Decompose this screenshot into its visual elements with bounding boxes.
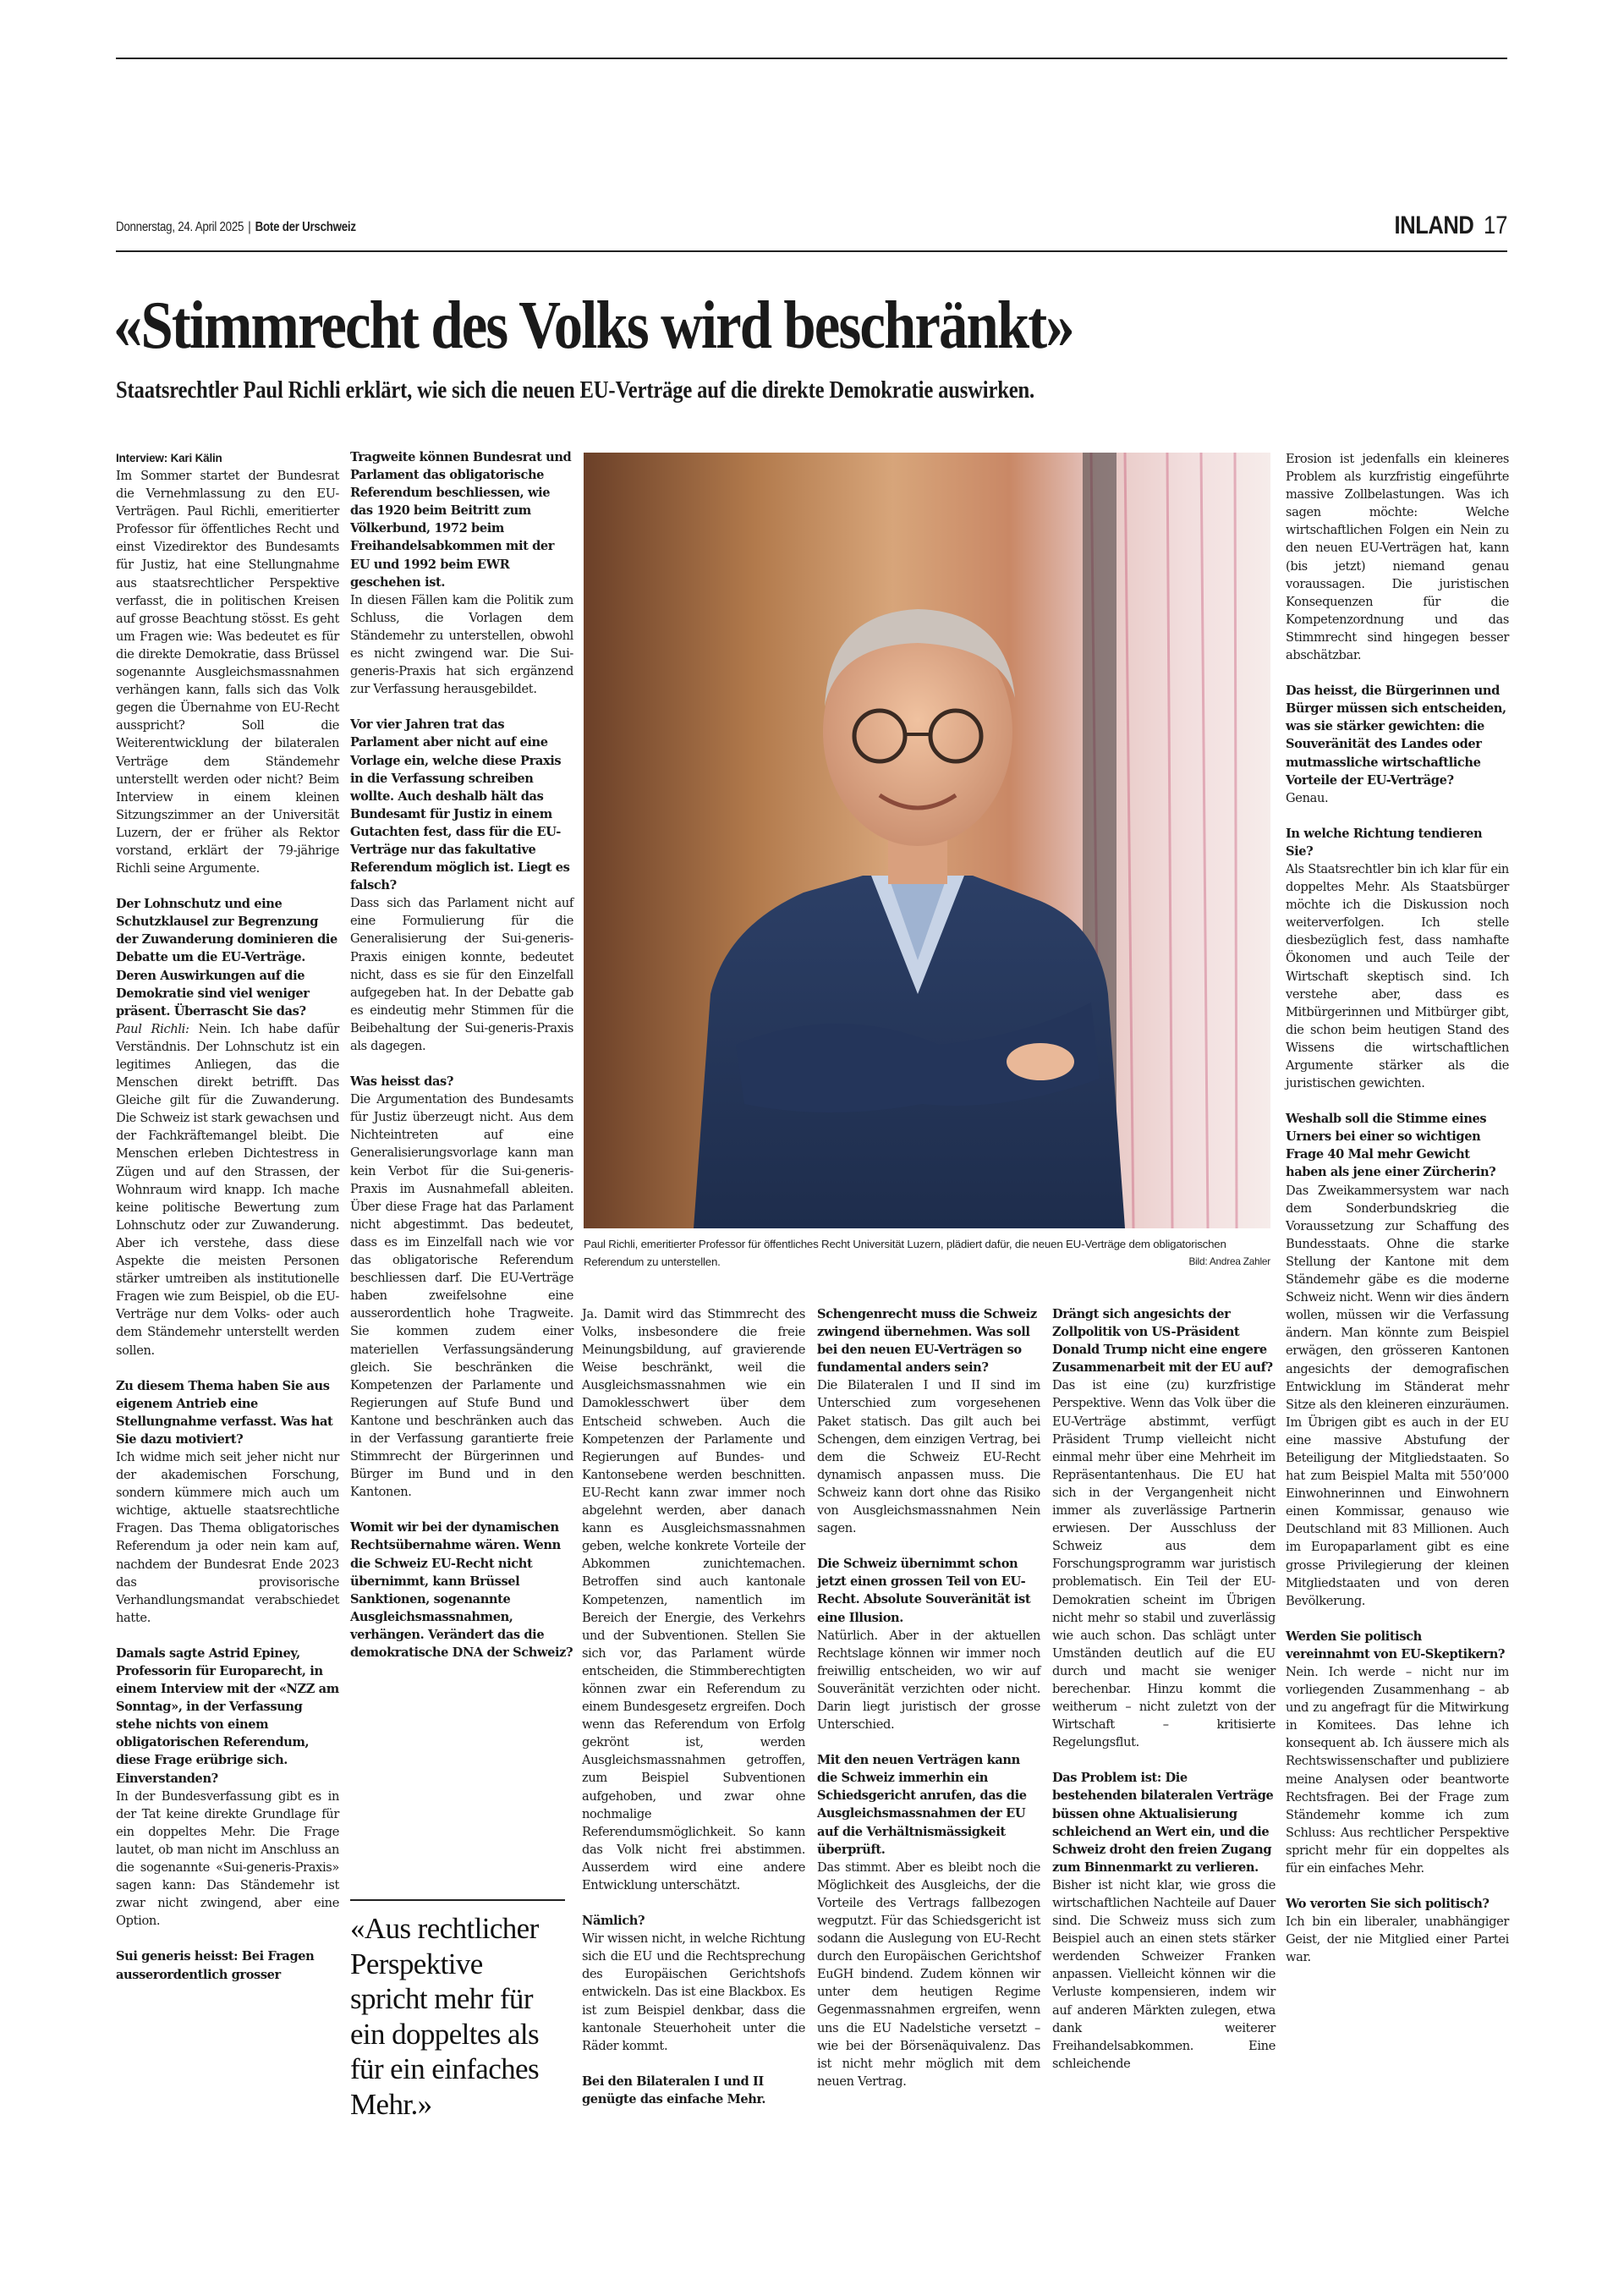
photo-caption — [584, 1235, 1270, 1271]
photo-credit: Bild: Andrea Zahler — [1188, 1255, 1270, 1267]
question: Das Problem ist: Die bestehenden bilateralen Verträge büssen ohne Aktualisierung schleichend an Wert ein, und die Schweiz droht den freien Zugang zum Binnenmarkt zu verlieren. — [1052, 1771, 1274, 1875]
dateline — [116, 220, 356, 235]
dateline-separator: | — [248, 220, 251, 234]
page-number: 17 — [1483, 211, 1507, 239]
intro-text: Im Sommer startet der Bundesrat die Vernehmlassung zu den EU-Verträgen. Paul Richli, emeritierter Professor für öffentliches Recht und einst Vizedirektor des Bundesamts für Justiz, hat eine Stellungnahme aus staatsrechtlicher Perspektive verfasst, die in politischen Kreisen auf grosse Beachtung stösst. Es geht um Fragen wie: Was bedeutet es für die direkte Demokratie, dass Brüssel sogenannte Ausgleichsmassnahmen verhängen kann, falls sich das Volk gegen die Übernahme von EU-Recht ausspricht? Soll die Weiterentwicklung der bilateralen Verträge dem Ständemehr unterstellt werden oder nicht? Beim Interview in einem kleinen Sitzungszimmer an der Universität Luzern, der er früher als Rektor vorstand, erklärt der 79-jährige Richli seine Argumente. — [116, 469, 339, 876]
article-column-5 — [1052, 1305, 1276, 2073]
question: Werden Sie politisch vereinnahmt von EU-Skeptikern? — [1286, 1629, 1506, 1662]
answer: Genau. — [1286, 790, 1329, 805]
answer: Das Zweikammersystem war nach dem Sonderbundskrieg die Voraussetzung zur Schaffung des Bundesstaats. Ohne die starke Stellung der Kantone mit dem Ständemehr gäbe es die moderne Schweiz nicht. Wenn wir dies ändern wollen, müssen wir die Verfassung ändern. Man könnte zum Beispiel erwägen, den grösseren Kantonen angesichts der demografischen Entwicklung im Ständerat mehr Sitze als den kleineren einzuräumen. Im Übrigen gibt es auch in der EU eine massive Abstufung der Beteiligung der Mitgliedstaaten. So hat zum Beispiel Malta mit 550’000 Einwohnerinnen und Einwohnern einen Kommissar, genauso wie Deutschland mit 83 Millionen. Auch im Europaparlament gibt es eine grosse Privilegierung der kleinen Mitgliedstaaten und von deren Bevölkerung. — [1286, 1183, 1509, 1608]
answer-part: Bisher ist nicht klar, wie gross die wirtschaftlichen Nachteile auf Dauer sind. Die Schweiz muss sich zum Beispiel auch an einen stets stärker werdenden Schweizer Franken anpassen. Vielleicht können wir die Verluste kompensieren, indem wir auf anderen Märkten zulegen, etwa dank weiterer Freihandelsabkommen. Eine schleichende — [1052, 1877, 1276, 2071]
speaker-label: Paul Richli: — [116, 1021, 189, 1036]
answer: Nein. Ich werde – nicht nur im vorliegenden Zusammenhang – ab und zu angefragt für die Mitwirkung in Komitees. Das lehne ich konsequent ab. Ich äussere mich als Rechtswissenschafter und publiziere meine Analysen oder beantworte Rechtsfragen. Bei der Frage zum Ständemehr komme ich zum Schluss: Aus rechtlicher Perspektive spricht mehr für ein doppeltes als für ein einfaches Mehr. — [1286, 1665, 1509, 1876]
answer: Dass sich das Parlament nicht auf eine Formulierung für die Generalisierung der Sui-generis-Praxis einigen konnte, bedeutet nicht, dass es sie für den Einzelfall aufgegeben hat. In der Debatte gab es eindeutig mehr Stimmen für die Beibehaltung der Sui-generis-Praxis als dagegen. — [350, 896, 573, 1053]
headline: «Stimmrecht des Volks wird beschränkt» — [113, 288, 1073, 363]
question: Was heisst das? — [350, 1074, 453, 1090]
question: Vor vier Jahren trat das Parlament aber nicht auf eine Vorlage ein, welche diese Praxis in die Verfassung schreiben wollte. Auch deshalb hält das Bundesamt für Justiz in einem Gutachten fest, dass für die EU-Verträge nur das fakultative Referendum möglich ist. Liegt es falsch? — [350, 717, 570, 893]
answer: Wir wissen nicht, in welche Richtung sich die EU und die Rechtsprechung des Europäischen Gerichtshofs entwickeln. Das ist eine Blackbox. Es ist zum Beispiel denkbar, dass die kantonale Steuerhoheit unter die Räder kommt. — [582, 1931, 805, 2053]
issue-date: Donnerstag, 24. April 2025 — [116, 220, 244, 234]
pull-quote-text: «Aus rechtlicher Perspektive spricht mehr für ein doppeltes als für ein einfaches Mehr.» — [350, 1912, 540, 2121]
answer: Natürlich. Aber in der aktuellen Rechtslage können wir immer noch freiwillig entscheiden, wo wir auf Souveränität verzichten oder nicht. Darin liegt juristisch der grosse Unterschied. — [817, 1628, 1040, 1733]
question-part: Sui generis heisst: Bei Fragen ausserordentlich grosser — [116, 1949, 315, 1982]
portrait-illustration — [584, 453, 1270, 1228]
caption-text: Paul Richli, emeritierter Professor für öffentliches Recht Universität Luzern, plädiert dafür, die neuen EU-Verträge dem obligatorischen Referendum zu unterstellen. — [584, 1238, 1226, 1268]
answer: Das ist eine (zu) kurzfristige Perspektive. Wenn das Volk über die EU-Verträge abstimmt, verfügt Präsident Trump vielleicht nicht einmal mehr über eine Mehrheit im Repräsentantenhaus. Die EU hat sich in der Vergangenheit nicht immer als zuverlässige Partnerin erwiesen. Der Ausschluss der Schweiz aus dem Forschungsprogramm war juristisch problematisch. Ein Teil der EU-Demokratien scheint im Übrigen nicht mehr so stabil und zuverlässig wie auch schon. Das schlägt unter Umständen deutlich auf die EU durch und macht sie weniger berechenbar. Hinzu kommt die weitherum – nicht zuletzt von der Wirtschaft – kritisierte Regelungsflut. — [1052, 1378, 1276, 1750]
question: Das heisst, die Bürgerinnen und Bürger müssen sich entscheiden, was sie stärker gewichten: die Souveränität des Landes oder mutmassliche wirtschaftliche Vorteile der EU-Verträge? — [1286, 684, 1506, 788]
section-label: INLAND — [1394, 211, 1473, 239]
article-column-6 — [1286, 450, 1509, 1967]
question: Womit wir bei der dynamischen Rechtsübernahme wären. Wenn die Schweiz EU-Recht nicht übernimmt, kann Brüssel Sanktionen, sogenannte Ausgleichsmassnahmen, verhängen. Verändert das die demokratische DNA der Schweiz? — [350, 1520, 573, 1660]
top-rule — [116, 58, 1507, 59]
newspaper-name: Bote der Urschweiz — [255, 220, 356, 234]
question-continued: Schengenrecht muss die Schweiz zwingend übernehmen. Was soll bei den neuen EU-Verträgen so fundamental anders sein? — [817, 1307, 1037, 1376]
answer: In der Bundesverfassung gibt es in der Tat keine direkte Grundlage für ein doppeltes Mehr. Die Frage lautet, ob man nicht im Anschluss an die sogenannte «Sui-generis-Praxis» sagen kann: Das Ständemehr ist zwar nicht zwingend, aber eine Option. — [116, 1788, 339, 1929]
answer-continued: Erosion ist jedenfalls ein kleineres Problem als kurzfristig eingeführte massive Zollbelastungen. Was ich sagen möchte: Welche wirtschaftlichen Folgen ein Nein zu den neuen EU-Verträgen hat, kann (bis jetzt) niemand genau voraussagen. Die juristischen Konsequenzen für die Kompetenzordnung und das Stimmrecht sind hingegen besser abschätzbar. — [1286, 452, 1509, 663]
answer: Als Staatsrechtler bin ich klar für ein doppeltes Mehr. Als Staatsbürger möchte ich die Diskussion noch weiterverfolgen. Ich stelle diesbezüglich fest, dass namhafte Ökonomen und auch Teile der Wirtschaft skeptisch sind. Ich verstehe aber, dass es Mitbürgerinnen und Mitbürger gibt, die schon beim heutigen Stand des Wissens die wirtschaftlichen Argumente stärker als die juristischen gewichten. — [1286, 861, 1509, 1091]
answer: Die Bilateralen I und II sind im Unterschied zum vorgesehenen Paket statisch. Das gilt auch bei Schengen, dem einzigen Vertrag, bei dem die Schweiz EU-Recht dynamisch anpassen muss. Die Schweiz kann dort ohne das Risiko von Ausgleichsmassnahmen Nein sagen. — [817, 1378, 1040, 1536]
question: Damals sagte Astrid Epiney, Professorin für Europarecht, in einem Interview mit der «NZZ am Sonntag», in der Verfassung stehe nichts von einem obligatorischen Referendum, diese Frage erübrige sich. Einverstanden? — [116, 1645, 339, 1786]
question: Zu diesem Thema haben Sie aus eigenem Antrieb eine Stellungnahme verfasst. Was hat Sie dazu motiviert? — [116, 1378, 333, 1447]
question: Mit den neuen Verträgen kann die Schweiz immerhin ein Schiedsgericht anrufen, das die Ausgleichsmassnahmen der EU auf die Verhältnismässigkeit überprüft. — [817, 1753, 1027, 1857]
header-rule — [116, 250, 1507, 252]
answer: Ich bin ein liberaler, unabhängiger Geist, der nie Mitglied einer Partei war. — [1286, 1914, 1509, 1965]
article-column-2 — [350, 448, 573, 1662]
article-column-4 — [817, 1305, 1040, 2090]
article-column-3 — [582, 1305, 805, 2108]
answer: Ja. Damit wird das Stimmrecht des Volks, insbesondere die freie Meinungsbildung, auf gravierende Weise beschränkt, weil die Ausgleichsmassnahmen wie ein Damoklesschwert über dem Entscheid schweben. Auch die Kompetenzen der Parlamente und Regierungen auf Bundes- und Kantonsebene werden beschnitten. EU-Recht kann zwar immer noch abgelehnt werden, aber danach kann es Ausgleichsmassnahmen geben, welche konkrete Vorteile der Abkommen zunichtemachen. Betroffen sind auch kantonale Kompetenzen, namentlich im Bereich der Energie, des Verkehrs und der Subventionen. Stellen Sie sich vor, das Parlament würde entscheiden, die Stimmberechtigten können zwar ein Referendum zu einem Bundesgesetz ergreifen. Doch wenn das Referendum von Erfolg gekrönt ist, werden Ausgleichsmassnahmen getroffen, zum Beispiel Subventionen aufgehoben, und zwar ohne nochmalige Referendumsmöglichkeit. So kann das Volk nicht frei abstimmen. Ausserdem wird eine andere Entwicklung unterschätzt. — [582, 1307, 805, 1892]
answer: Ich widme mich seit jeher nicht nur der akademischen Forschung, sondern kümmere mich auch um wichtige, aktuelle staatsrechtliche Fragen. Das Thema obligatorisches Referendum ja oder nein kam auf, nachdem der Bundesrat Ende 2023 das provisorische Verhandlungsmandat verabschiedet hatte. — [116, 1449, 339, 1625]
question: Die Schweiz übernimmt schon jetzt einen grossen Teil von EU-Recht. Absolute Souveränität ist eine Illusion. — [817, 1557, 1031, 1625]
question: Weshalb soll die Stimme eines Urners bei einer so wichtigen Frage 40 Mal mehr Gewicht haben als jene einer Zürcherin? — [1286, 1112, 1496, 1180]
portrait-photo — [584, 453, 1270, 1228]
subheadline: Staatsrechtler Paul Richli erklärt, wie sich die neuen EU-Verträge auf die direkte Demokratie auswirken. — [116, 377, 1035, 404]
question-continued: Tragweite können Bundesrat und Parlament das obligatorische Referendum beschliessen, wie das 1920 beim Beitritt zum Völkerbund, 1972 beim Freihandelsabkommen mit der EU und 1992 beim EWR geschehen ist. — [350, 450, 572, 590]
answer-text: Nein. Ich habe dafür Verständnis. Der Lohnschutz ist ein legitimes Anliegen, das die Menschen direkt betrifft. Das Gleiche gilt für die Zuwanderung. Die Schweiz ist stark gewachsen und der Fachkräftemangel bleibt. Die Menschen erleben Dichtestress in Zügen und auf den Strassen, der Wohnraum wird knapp. Ich mache keine politische Bewertung zum Lohnschutz oder zur Zuwanderung. Aber ich verstehe, dass diese Aspekte die meisten Personen stärker umtreiben als institutionelle Fragen wie zum Beispiel, ob die EU-Verträge nur dem Volks- oder auch dem Ständemehr unterstellt werden sollen. — [116, 1021, 340, 1358]
byline: Interview: Kari Kälin — [116, 452, 222, 464]
article-column-1 — [116, 450, 339, 1984]
answer: Die Argumentation des Bundesamts für Justiz überzeugt nicht. Aus dem Nichteintreten auf eine Generalisierungsvorlage kann man kein Verbot für die Sui-generis-Praxis im Ausnahmefall ableiten. Über diese Frage hat das Parlament nicht abgestimmt. Das bedeutet, dass es im Einzelfall nach wie vor das obligatorische Referendum beschliessen darf. Die EU-Verträge haben zweifelsohne eine ausserordentlich hohe Tragweite. Sie kommen zudem einer materiellen Verfassungsänderung gleich. Sie beschränken die Kompetenzen der Parlamente und Regierungen auf Stufe Bund und Kantone und beschränken auch das in der Verfassung garantierte freie Stimmrecht der Bürgerinnen und Bürger im Bund und in den Kantonen. — [350, 1092, 573, 1500]
page-header — [116, 211, 1507, 249]
pull-quote — [350, 1899, 565, 2122]
question: Nämlich? — [582, 1914, 645, 1929]
question: Wo verorten Sie sich politisch? — [1286, 1897, 1490, 1912]
question: In welche Richtung tendieren Sie? — [1286, 826, 1483, 859]
answer: Das stimmt. Aber es bleibt noch die Möglichkeit des Ausgleichs, der die Vorteile des Vertrags fallbezogen wegputzt. Für das Schiedsgericht ist sodann die Auslegung von EU-Recht durch den Europäischen Gerichtshof EuGH bindend. Zudem können wir unter dem heutigen Regime Gegenmassnahmen ergreifen, wenn uns die EU Nadelstiche versetzt – wie bei der Börsenäquivalenz. Das ist nicht mehr möglich mit dem neuen Vertrag. — [817, 1859, 1040, 2089]
question-part: Bei den Bilateralen I und II genügte das einfache Mehr. — [582, 2074, 766, 2106]
answer — [116, 1020, 339, 1359]
answer: In diesen Fällen kam die Politik zum Schluss, die Vorlagen dem Ständemehr zu unterstellen, obwohl es nicht zwingend war. Die Sui-generis-Praxis hat sich ergänzend zur Verfassung herausgebildet. — [350, 592, 573, 697]
question: Der Lohnschutz und eine Schutzklausel zur Begrenzung der Zuwanderung dominieren die Debatte um die EU-Verträge. Deren Auswirkungen auf die Demokratie sind viel weniger präsent. Überrascht Sie das? — [116, 897, 337, 1019]
question: Drängt sich angesichts der Zollpolitik von US-Präsident Donald Trump nicht eine engere Zusammenarbeit mit der EU auf? — [1052, 1307, 1273, 1376]
